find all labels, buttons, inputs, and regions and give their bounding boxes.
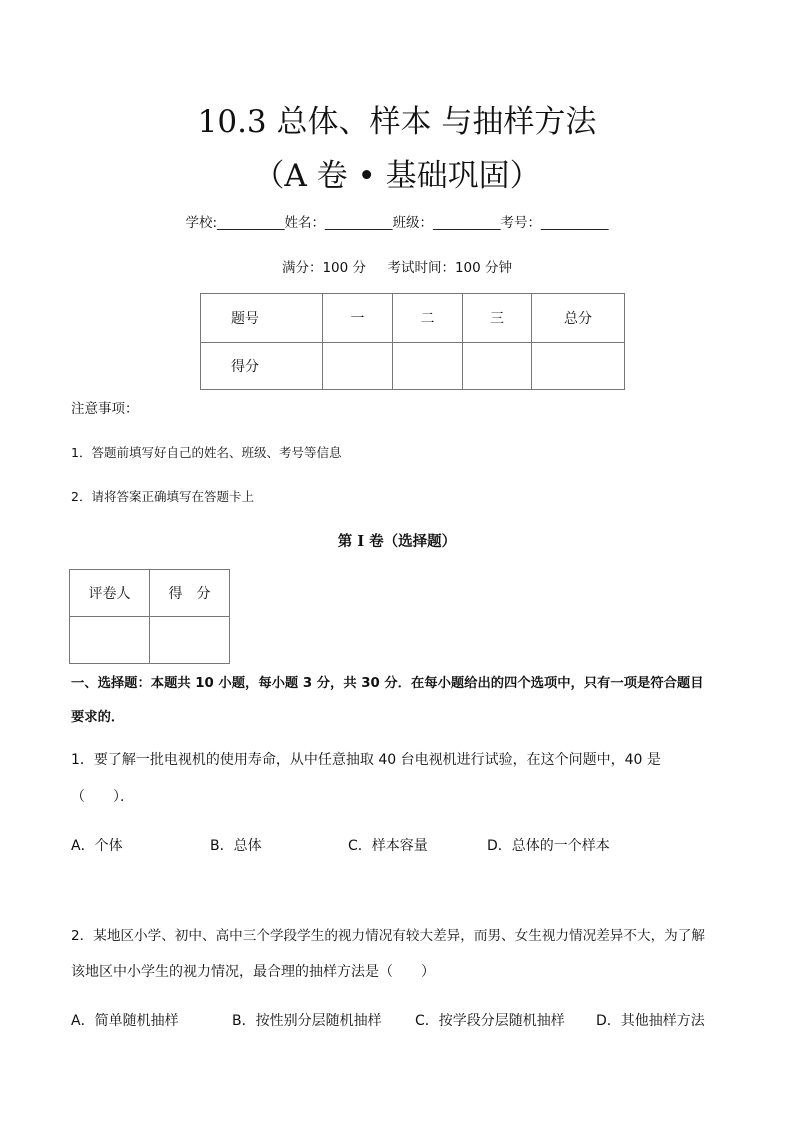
score-cell[interactable] [463,343,532,390]
grader-cell[interactable] [70,617,150,664]
grader-table [69,569,230,664]
score-table [200,293,625,390]
grader-header-row [70,570,230,617]
question-2-option-a[interactable]: A．简单随机抽样 [71,1013,179,1029]
score-header-cell: 总分 [532,294,625,343]
grader-value-row [70,617,230,664]
exam-meta-line: 满分：100 分 考试时间：100 分钟 [281,260,513,276]
question-1-option-d[interactable]: D．总体的一个样本 [487,838,610,854]
grader-cell[interactable] [150,617,230,664]
question-2-option-c[interactable]: C．按学段分层随机抽样 [415,1013,565,1029]
score-header-cell: 题号 [201,294,323,343]
score-value-row [201,343,625,390]
score-cell[interactable] [532,343,625,390]
page-title: 10.3 总体、样本 与抽样方法 [197,104,597,140]
question-1-stem-cont: （ ）． [71,789,134,805]
question-1-option-c[interactable]: C．样本容量 [348,838,428,854]
student-info-line: 学校:__________姓名：__________班级：__________考号：__________ [185,215,609,231]
question-2-stem-cont: 该地区中小学生的视力情况，最合理的抽样方法是（ ） [71,964,435,980]
question-1-option-b[interactable]: B．总体 [210,838,262,854]
section-title: 第 I 卷（选择题） [337,533,457,550]
score-cell[interactable] [323,343,393,390]
score-cell[interactable] [393,343,463,390]
grader-header-cell: 评卷人 [70,570,150,617]
score-header-cell: 二 [393,294,463,343]
part-one-heading: 一、选择题：本题共 10 小题，每小题 3 分，共 30 分．在每小题给出的四个选项中，只有一项是符合题目 [71,676,704,691]
notes-heading: 注意事项： [71,401,139,417]
question-2-stem: 2．某地区小学、初中、高中三个学段学生的视力情况有较大差异，而男、女生视力情况差异不大，为了解 [71,928,705,944]
score-header-cell: 三 [463,294,532,343]
note-item: 1．答题前填写好自己的姓名、班级、考号等信息 [71,445,342,460]
question-1-option-a[interactable]: A．个体 [71,838,123,854]
grader-header-cell: 得 分 [150,570,230,617]
part-one-heading-cont: 要求的． [71,710,125,725]
note-item: 2．请将答案正确填写在答题卡上 [71,489,254,504]
page-subtitle: （A 卷 • 基础巩固） [253,158,541,194]
score-header-cell: 一 [323,294,393,343]
score-row-label: 得分 [201,343,323,390]
question-1-stem: 1．要了解一批电视机的使用寿命，从中任意抽取 40 台电视机进行试验，在这个问题中，40 是 [71,752,661,768]
question-2-option-b[interactable]: B．按性别分层随机抽样 [232,1013,382,1029]
question-2-option-d[interactable]: D．其他抽样方法 [596,1013,705,1029]
score-header-row [201,294,625,343]
